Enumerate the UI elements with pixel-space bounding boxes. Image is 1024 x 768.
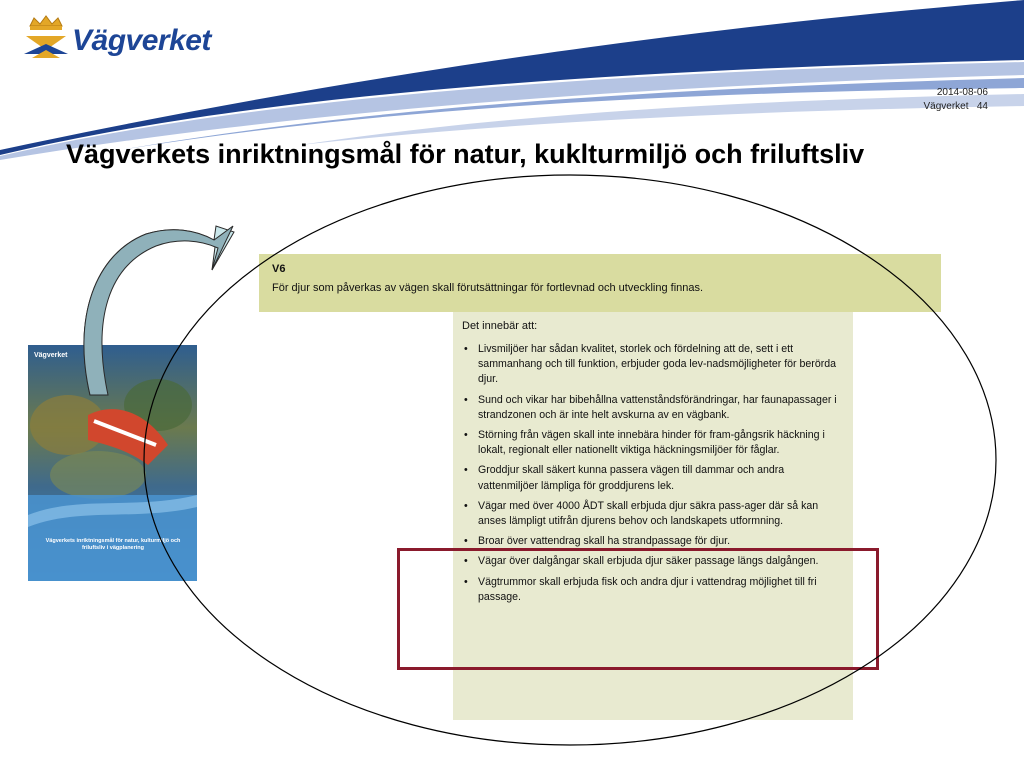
slide-date: 2014-08-06: [936, 87, 988, 98]
cover-brand-label: Vägverket: [34, 352, 68, 359]
cover-title: Vägverkets inriktningsmål för natur, kulturmiljö och friluftsliv i vägplanering: [45, 538, 181, 551]
details-list-item: • Broar över vattendrag skall ha strandpassage för djur.: [462, 534, 847, 549]
details-list-item: • Groddjur skall säkert kunna passera vägen till dammar och andra vattenmiljöer lämpliga för groddjurens lek.: [462, 463, 847, 493]
footer-label: Vägverket: [923, 101, 969, 112]
curved-arrow-icon: [84, 226, 234, 395]
brand-name: Vägverket: [72, 24, 211, 57]
v6-text: För djur som påverkas av vägen skall förutsättningar för fortlevnad och utveckling finnas.: [272, 282, 704, 294]
details-heading: Det innebär att:: [462, 320, 538, 332]
details-list-item: • Livsmiljöer har sådan kvalitet, storlek och fördelning att de, sett i ett sammanhang och till funktion, erbjuder goda lev-nadsmöjligheter för berörda djur.: [462, 342, 847, 388]
focus-ellipse: [144, 175, 996, 745]
details-list-item: • Vägtrummor skall erbjuda fisk och andra djur i vattendrag möjlighet till fri passage.: [462, 575, 847, 605]
v6-label: V6: [272, 263, 286, 275]
details-list-item: • Störning från vägen skall inte innebära hinder för fram-gångsrik häckning i lokalt, regionalt eller nationellt viktiga häckningsmiljöer för fåglar.: [462, 428, 847, 458]
details-list-item: • Sund och vikar har bibehållna vattenståndsförändringar, har faunapassager i strandzonen och är inte helt avskurna av en vägbank.: [462, 393, 847, 423]
details-list-item: • Vägar med över 4000 ÅDT skall erbjuda djur säkra pass-ager där så kan anses lämpligt utifrån djurens behov och landskapets utformning.: [462, 499, 847, 529]
slide-title: Vägverkets inriktningsmål för natur, kuklturmiljö och friluftsliv: [66, 139, 865, 169]
details-list-item: • Vägar över dalgångar skall erbjuda djur säker passage längs dalgången.: [462, 554, 847, 569]
page-number: 44: [976, 101, 988, 112]
